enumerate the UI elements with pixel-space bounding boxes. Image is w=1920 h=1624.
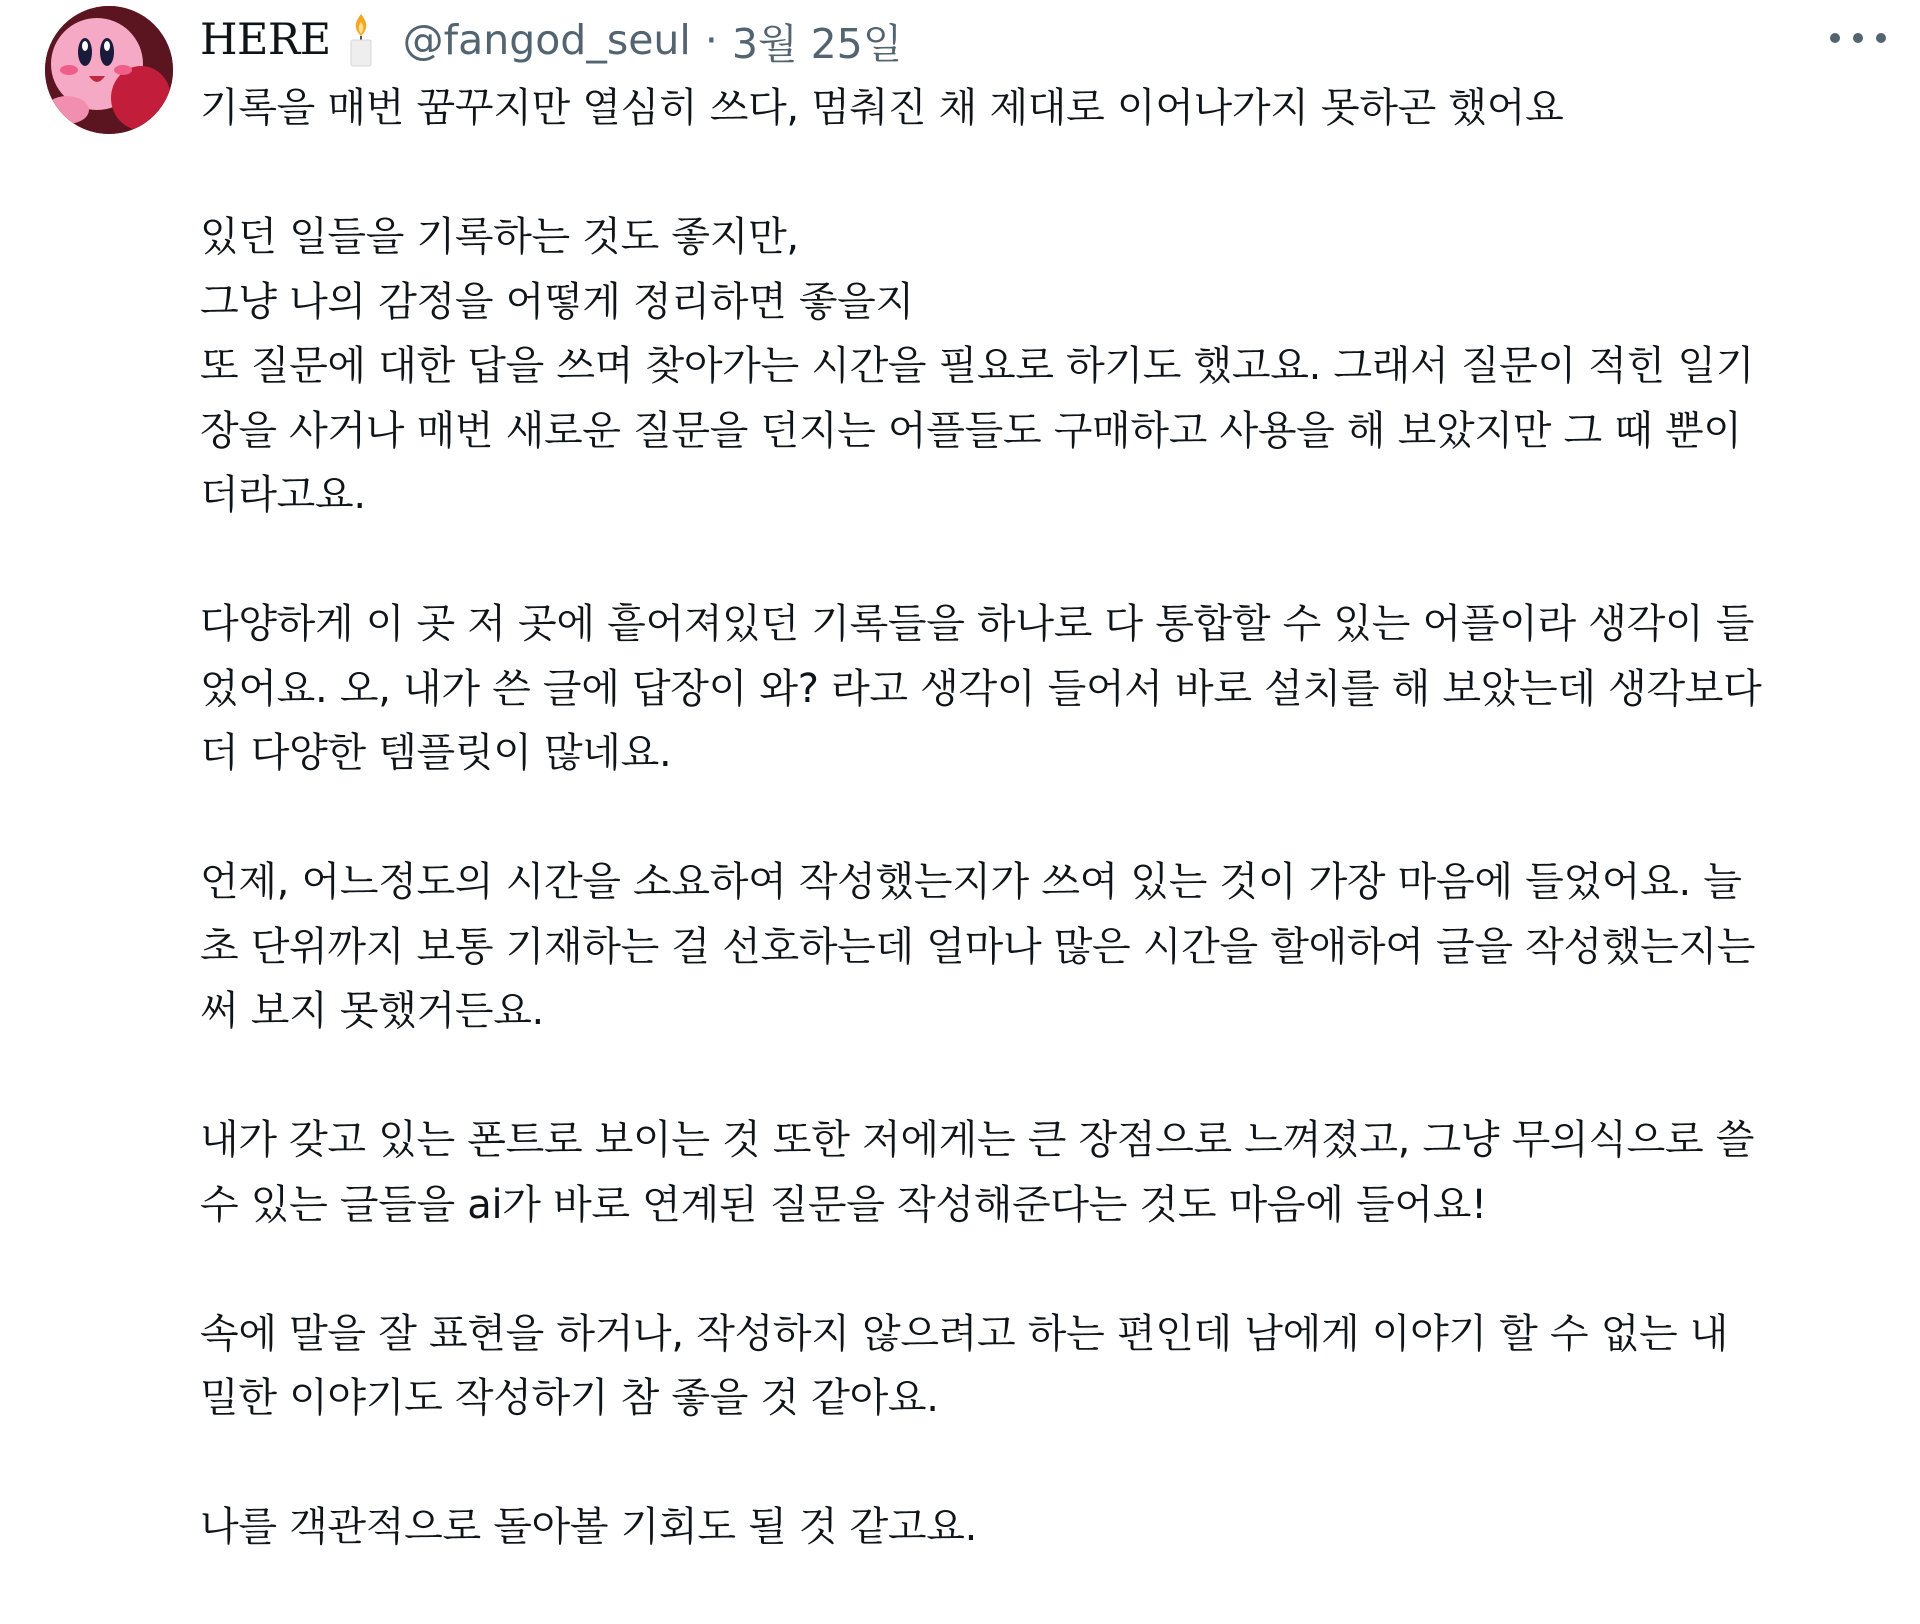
avatar[interactable] [45,6,173,134]
tweet-paragraph [200,76,1890,141]
more-horizontal-icon[interactable] [1830,26,1886,50]
kirby-avatar-icon [45,6,173,134]
text-line: 수 있는 글들을 ai가 바로 연계된 질문을 작성해준다는 것도 마음에 들어요! [200,1181,1487,1228]
user-handle[interactable]: @fangod_seul [402,16,691,64]
text-line: 내가 갖고 있는 폰트로 보이는 것 또한 저에게는 큰 장점으로 느껴졌고, 그냥 무의식으로 쓸 [200,1117,1755,1163]
text-line: 더 다양한 템플릿이 많네요. [200,730,672,776]
tweet-paragraph [200,1108,1890,1237]
text-line: 또 질문에 대한 답을 쓰며 찾아가는 시간을 필요로 하기도 했고요. 그래서 질문이 적힌 일기 [200,343,1755,389]
text-line: 초 단위까지 보통 기재하는 걸 선호하는데 얼마나 많은 시간을 할애하여 글을 작성했는지는 [200,923,1756,970]
display-name[interactable]: HERE [200,15,331,65]
text-line: 언제, 어느정도의 시간을 소요하여 작성했는지가 쓰여 있는 것이 가장 마음에 들었어요. 늘 [200,859,1742,905]
tweet-paragraph [200,592,1890,786]
text-line: 장을 사거나 매번 새로운 질문을 던지는 어플들도 구매하고 사용을 해 보았지만 그 때 뿐이 [200,407,1742,454]
separator-dot: · [704,16,718,64]
text-line: 기록을 매번 꿈꾸지만 열심히 쓰다, 멈춰진 채 제대로 이어나가지 못하곤 했어요 [200,85,1564,131]
tweet-paragraph [200,1495,1890,1560]
tweet-header [200,10,902,70]
tweet-paragraph [200,850,1890,1044]
text-line: 더라고요. [200,472,366,518]
text-line: 속에 말을 잘 표현을 하거나, 작성하지 않으려고 하는 편인데 남에게 이야기 할 수 없는 내 [200,1310,1729,1357]
text-line: 나를 객관적으로 돌아볼 기회도 될 것 같고요. [200,1504,978,1550]
candle-icon [341,12,381,68]
tweet-paragraph [200,1302,1890,1431]
text-line: 었어요. 오, 내가 쓴 글에 답장이 와? 라고 생각이 들어서 바로 설치를 해 보았는데 생각보다 [200,665,1762,712]
text-line: 써 보지 못했거든요. [200,988,544,1034]
text-line: 다양하게 이 곳 저 곳에 흩어져있던 기록들을 하나로 다 통합할 수 있는 어플이라 생각이 들 [200,601,1755,647]
text-line: 있던 일들을 기록하는 것도 좋지만, [200,214,799,260]
text-line: 밀한 이야기도 작성하기 참 좋을 것 같아요. [200,1375,939,1421]
tweet-text [200,76,1890,1624]
text-line: 그냥 나의 감정을 어떻게 정리하면 좋을지 [200,278,914,325]
tweet-date[interactable]: 3월 25일 [731,19,903,68]
tweet-paragraph [200,205,1890,528]
